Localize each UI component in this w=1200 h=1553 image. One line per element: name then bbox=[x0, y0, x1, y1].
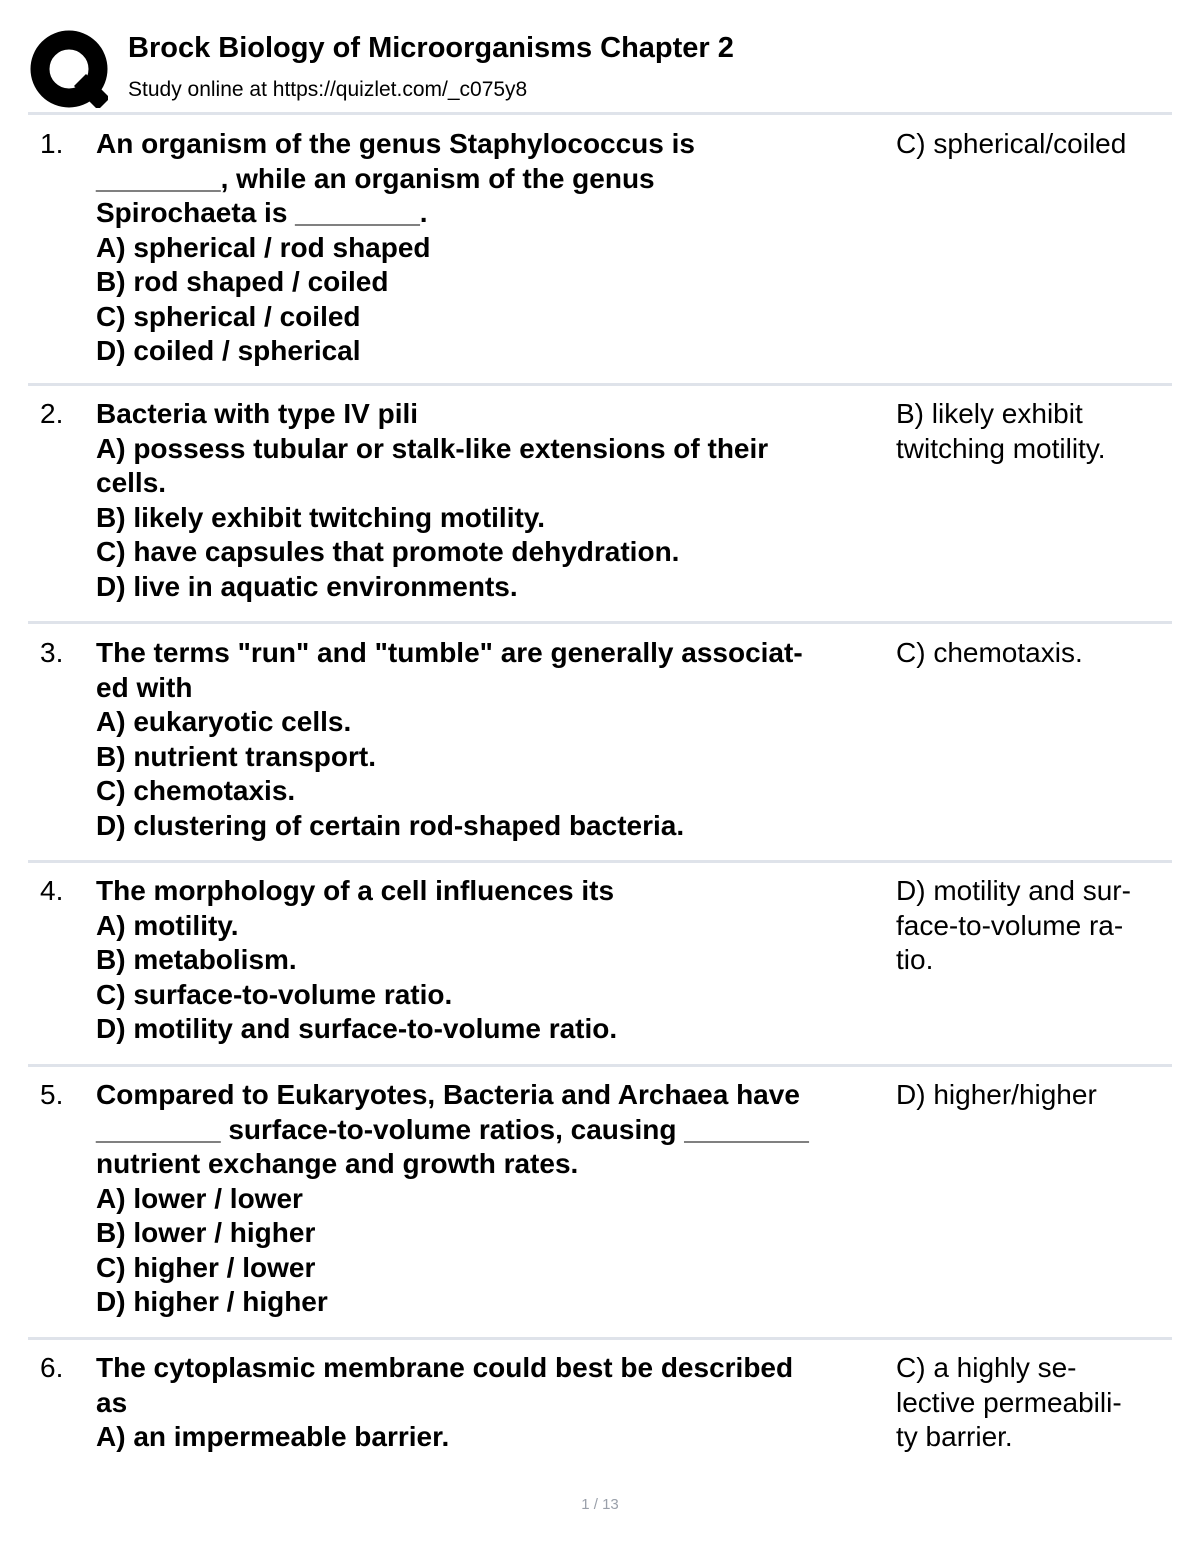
page-indicator: 1 / 13 bbox=[581, 1496, 619, 1513]
question-line: as bbox=[96, 1386, 128, 1418]
question-line: The morphology of a cell influences its bbox=[96, 875, 615, 906]
question-line: A) lower / lower bbox=[96, 1182, 303, 1214]
question-line: C) spherical / coiled bbox=[96, 300, 361, 332]
question-line: The terms "run" and "tumble" are generally associat- bbox=[96, 637, 803, 668]
card-question bbox=[96, 397, 892, 604]
answer-line: D) motility and sur- bbox=[896, 875, 1131, 906]
divider bbox=[28, 383, 1172, 386]
card-question bbox=[96, 1351, 892, 1455]
question-line: Spirochaeta is ________. bbox=[96, 197, 428, 228]
card-answer bbox=[896, 1351, 1166, 1455]
question-line: D) coiled / spherical bbox=[96, 335, 361, 366]
question-line: ed with bbox=[96, 671, 193, 703]
quizlet-logo-icon bbox=[30, 30, 108, 108]
answer-line: B) likely exhibit bbox=[896, 398, 1083, 429]
answer-line: twitching motility. bbox=[896, 432, 1106, 464]
card-question bbox=[96, 127, 892, 369]
question-line: C) have capsules that promote dehydration. bbox=[96, 536, 680, 567]
question-line: D) clustering of certain rod-shaped bacteria. bbox=[96, 809, 685, 841]
question-line: A) spherical / rod shaped bbox=[96, 231, 431, 263]
card-number: 1. bbox=[40, 128, 64, 159]
question-line: The cytoplasmic membrane could best be described bbox=[96, 1352, 794, 1383]
answer-line: tio. bbox=[896, 944, 934, 975]
divider bbox=[28, 1337, 1172, 1340]
question-line: A) an impermeable barrier. bbox=[96, 1421, 450, 1452]
question-line: C) higher / lower bbox=[96, 1251, 316, 1283]
question-line: D) live in aquatic environments. bbox=[96, 570, 518, 602]
question-line: cells. bbox=[96, 467, 167, 498]
card-number: 3. bbox=[40, 637, 64, 668]
question-line: Bacteria with type IV pili bbox=[96, 398, 419, 429]
answer-line: C) chemotaxis. bbox=[896, 637, 1083, 668]
card-question bbox=[96, 874, 892, 1047]
answer-line: face-to-volume ra- bbox=[896, 909, 1124, 941]
divider bbox=[28, 621, 1172, 624]
question-line: An organism of the genus Staphylococcus is bbox=[96, 128, 695, 159]
divider bbox=[28, 860, 1172, 863]
card-number: 4. bbox=[40, 875, 64, 906]
question-line: B) lower / higher bbox=[96, 1217, 316, 1248]
question-line: B) metabolism. bbox=[96, 944, 297, 975]
card-answer bbox=[896, 1078, 1166, 1113]
question-line: ________ surface-to-volume ratios, causing ________ bbox=[96, 1113, 809, 1145]
answer-line: lective permeabili- bbox=[896, 1386, 1122, 1418]
question-line: ________, while an organism of the genus bbox=[96, 162, 655, 194]
question-line: C) chemotaxis. bbox=[96, 775, 296, 806]
question-line: C) surface-to-volume ratio. bbox=[96, 978, 453, 1010]
document-subtitle: Study online at https://quizlet.com/_c075y8 bbox=[128, 78, 528, 101]
card-answer bbox=[896, 874, 1166, 978]
card-answer bbox=[896, 397, 1166, 466]
question-line: D) motility and surface-to-volume ratio. bbox=[96, 1013, 618, 1044]
card-question bbox=[96, 1078, 892, 1320]
question-line: B) likely exhibit twitching motility. bbox=[96, 501, 546, 533]
divider bbox=[28, 1064, 1172, 1067]
card-answer bbox=[896, 127, 1166, 162]
document-title: Brock Biology of Microorganisms Chapter 2 bbox=[128, 32, 734, 64]
card-answer bbox=[896, 636, 1166, 671]
question-line: Compared to Eukaryotes, Bacteria and Archaea have bbox=[96, 1079, 800, 1110]
question-line: A) motility. bbox=[96, 909, 239, 941]
question-line: D) higher / higher bbox=[96, 1286, 328, 1317]
card-number: 5. bbox=[40, 1079, 64, 1110]
answer-line: D) higher/higher bbox=[896, 1079, 1097, 1110]
question-line: nutrient exchange and growth rates. bbox=[96, 1148, 579, 1179]
question-line: B) rod shaped / coiled bbox=[96, 266, 389, 297]
card-number: 6. bbox=[40, 1352, 64, 1383]
answer-line: C) spherical/coiled bbox=[896, 128, 1127, 159]
answer-line: ty barrier. bbox=[896, 1421, 1013, 1452]
answer-line: C) a highly se- bbox=[896, 1352, 1077, 1383]
card-question bbox=[96, 636, 892, 843]
question-line: B) nutrient transport. bbox=[96, 740, 376, 772]
card-number: 2. bbox=[40, 398, 64, 429]
question-line: A) eukaryotic cells. bbox=[96, 706, 352, 737]
divider bbox=[28, 112, 1172, 115]
document-header bbox=[28, 28, 1172, 112]
question-line: A) possess tubular or stalk-like extensions of their bbox=[96, 432, 769, 464]
